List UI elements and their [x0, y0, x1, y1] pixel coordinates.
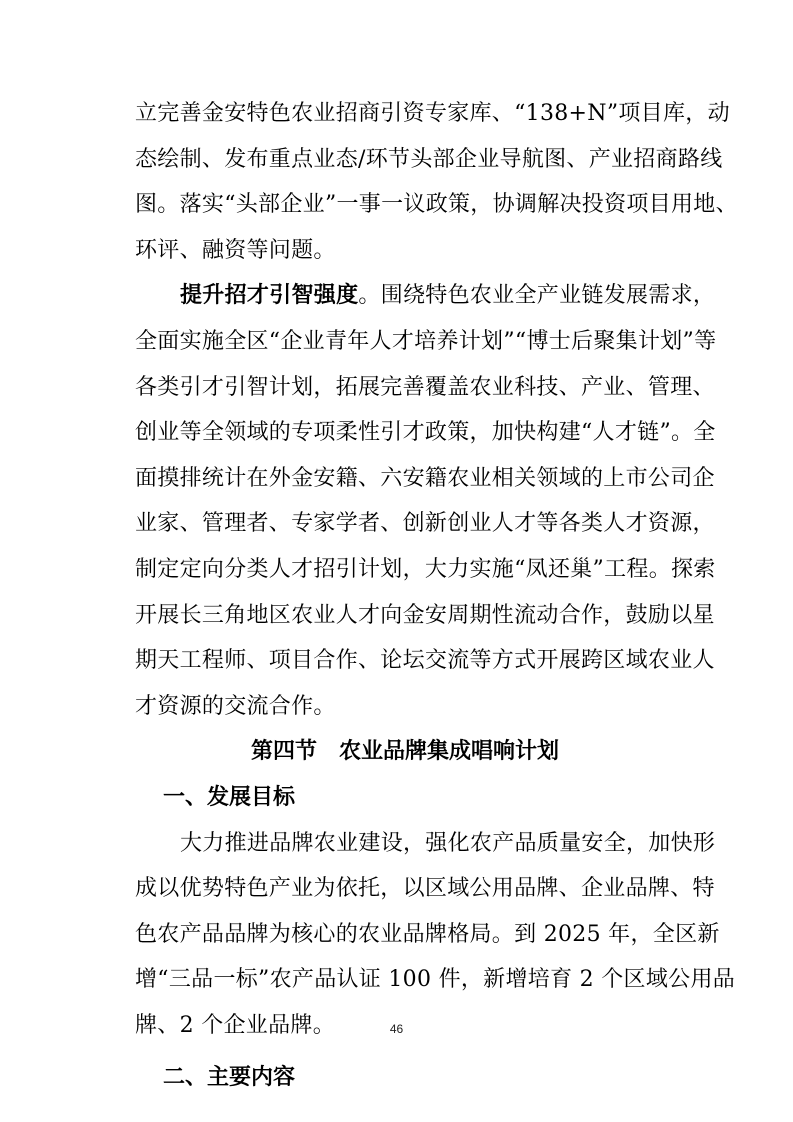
body-text-line: 期天工程师、项目合作、论坛交流等方式开展跨区域农业人 — [135, 648, 715, 673]
paragraph-lead-rest: 。围绕特色农业全产业链发展需求， — [358, 283, 716, 308]
section-title: 第四节 农业品牌集成唱响计划 — [250, 739, 559, 764]
heading-main-content: 二、主要内容 — [163, 1065, 296, 1090]
body-text-line: 制定定向分类人才招引计划，大力实施“凤还巢”工程。探索 — [135, 557, 716, 582]
body-text-line: 创业等全领域的专项柔性引才政策，加快构建“人才链”。全 — [135, 420, 716, 445]
body-text-line: 面摸排统计在外金安籍、六安籍农业相关领域的上市公司企 — [135, 466, 715, 491]
body-text-line: 业家、管理者、专家学者、创新创业人才等各类人才资源， — [135, 511, 715, 536]
body-text-line: 色农产品品牌为核心的农业品牌格局。到 2025 年，全区新 — [135, 922, 720, 947]
body-text-line: 各类引才引智计划，拓展完善覆盖农业科技、产业、管理、 — [135, 375, 715, 400]
paragraph-lead-line — [180, 281, 716, 311]
body-text-line: 全面实施全区“企业青年人才培养计划”“博士后聚集计划”等 — [135, 329, 717, 354]
body-text-line: 开展长三角地区农业人才向金安周期性流动合作，鼓励以星 — [135, 603, 715, 628]
body-text-line: 牌、2 个企业品牌。 — [135, 1013, 335, 1038]
body-text-line: 立完善金安特色农业招商引资专家库、“138+N”项目库，动 — [135, 101, 730, 126]
body-text-line: 才资源的交流合作。 — [135, 694, 336, 719]
paragraph-lead-bold: 提升招才引智强度 — [180, 283, 359, 308]
heading-development-goals: 一、发展目标 — [163, 785, 296, 810]
body-text-line: 图。落实“头部企业”一事一议政策，协调解决投资项目用地、 — [135, 192, 738, 217]
body-text-line: 环评、融资等问题。 — [135, 238, 336, 263]
body-text-line: 成以优势特色产业为依托，以区域公用品牌、企业品牌、特 — [135, 876, 715, 901]
body-text-line: 态绘制、发布重点业态/环节头部企业导航图、产业招商路线 — [135, 147, 723, 172]
body-text-line: 大力推进品牌农业建设，强化农产品质量安全，加快形 — [180, 831, 716, 856]
body-text-line: 增“三品一标”农产品认证 100 件，新增培育 2 个区域公用品 — [135, 967, 736, 992]
page-number: 46 — [389, 1022, 404, 1036]
